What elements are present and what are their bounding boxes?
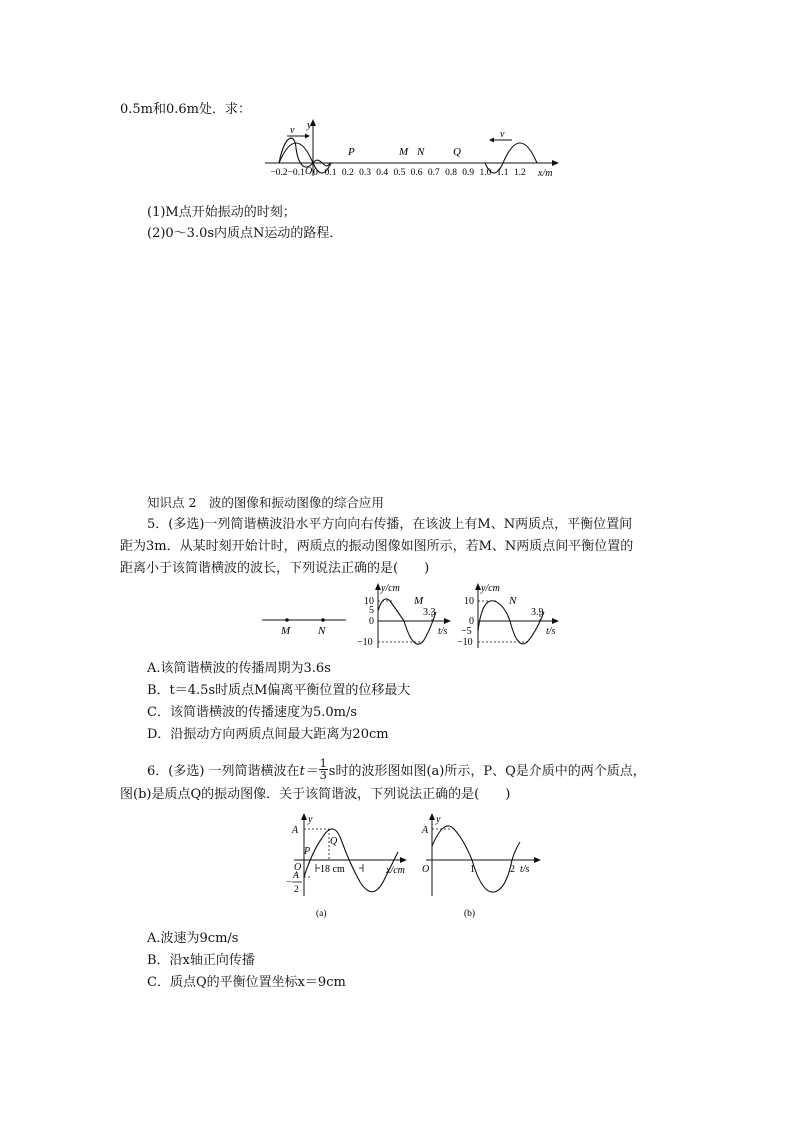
- graph-m-y-mid: 5: [369, 605, 374, 616]
- fig-a-xlabel: x/cm: [386, 865, 405, 876]
- fig1-tick-label: 0.5: [393, 168, 406, 178]
- p6-line-1b: s时的波形图如图(a)所示，P、Q是介质中的两个质点，: [328, 764, 646, 779]
- question-2: (2)0～3.0s内质点N运动的路程．: [147, 226, 343, 241]
- p6-option-c: C．质点Q的平衡位置坐标x＝9cm: [147, 975, 346, 990]
- p5-option-a: A.该简谐横波的传播周期为3.6s: [147, 661, 331, 676]
- fig1-point-m: M: [399, 146, 409, 158]
- wave-figure-1: [260, 118, 560, 180]
- fig1-tick-label: 1.2: [513, 168, 526, 178]
- p6-line-1: [147, 757, 646, 783]
- p5-line-3: 距离小于该简谐横波的波长，下列说法正确的是( ): [120, 561, 430, 576]
- fig1-point-p: P: [348, 146, 355, 158]
- fig-a-neg-den: 2: [294, 885, 299, 895]
- vibration-graph-m: [352, 582, 452, 650]
- graph-m-tlabel: t/s: [438, 626, 448, 637]
- fig-b-t2: 2: [510, 864, 515, 875]
- fig1-tick-label: 0.2: [341, 168, 354, 178]
- fig1-tick-label: 0.8: [445, 168, 457, 178]
- fig1-tick-label: 0.3: [359, 168, 371, 178]
- graph-n-tlabel: t/s: [546, 626, 556, 637]
- graph-m-y-top: 10: [364, 596, 374, 607]
- intro-line: 0.5m和0.6m处．求：: [120, 102, 252, 117]
- graph-m-y-zero: 0: [369, 616, 374, 627]
- p6-option-b: B．沿x轴正向传播: [147, 953, 255, 968]
- fig1-tick-label: 0.9: [462, 168, 475, 178]
- p6-line-1a: 6．(多选) 一列简谐横波在: [147, 764, 300, 779]
- p6-option-a: A.波速为9cm/s: [147, 931, 239, 946]
- p5-fig-n: N: [318, 625, 326, 637]
- section-title: 知识点 2 波的图像和振动图像的综合应用: [147, 495, 384, 510]
- fig1-tick-label: −0.2: [270, 168, 288, 178]
- fig1-point-q: Q: [453, 146, 461, 158]
- fig-a-O: O: [294, 862, 302, 873]
- fig1-tick-label: 0.4: [376, 168, 389, 178]
- fig-a-caption: (a): [316, 909, 327, 919]
- fig1-tick-label: −0.1: [287, 168, 305, 178]
- fig1-axis-y: y: [307, 119, 312, 131]
- graph-n-label: N: [509, 595, 517, 607]
- graph-n-ylabel: y/cm: [481, 583, 500, 594]
- fig-a-y: y: [308, 814, 313, 825]
- p6-frac-num: 1: [319, 757, 327, 770]
- fig1-point-n: N: [417, 146, 425, 158]
- fig1-velocity-left: v: [290, 125, 295, 136]
- fig1-tick-label: 1.0: [479, 168, 492, 178]
- graph-n-t-mark: 3.9: [531, 607, 544, 618]
- wave-figure-a: [282, 812, 412, 920]
- fig1-velocity-right: v: [500, 129, 505, 140]
- mn-position-figure: [262, 612, 347, 638]
- fig-b-t1: 1: [470, 864, 475, 875]
- fig-b-y: y: [436, 814, 441, 825]
- graph-n-y-bot: −10: [457, 637, 473, 648]
- fig1-tick-label: 0.1: [324, 168, 337, 178]
- fig1-origin: O: [305, 166, 313, 177]
- fig-b-tlabel: t/s: [520, 864, 530, 875]
- p6-frac-den: 3: [319, 769, 327, 782]
- p5-line-1: 5．(多选)一列简谐横波沿水平方向向右传播，在该波上有M、N两质点，平衡位置间: [147, 517, 633, 532]
- p6-fraction: [319, 758, 328, 781]
- fig-b-caption: (b): [464, 909, 476, 919]
- vibration-figure-b: [420, 812, 550, 920]
- p6-line-2: 图(b)是质点Q的振动图像．关于该简谐波，下列说法正确的是( ): [120, 787, 511, 802]
- p5-line-2: 距为3m．从某时刻开始计时，两质点的振动图像如图所示，若M、N两质点间平衡位置的: [120, 539, 634, 554]
- vibration-graph-n: [452, 582, 562, 650]
- fig-a-Q: Q: [330, 836, 338, 847]
- fig-a-A: A: [292, 825, 299, 836]
- graph-n-y-zero: 0: [469, 616, 474, 627]
- fig-a-neg-num: A: [293, 871, 299, 881]
- graph-m-ylabel: y/cm: [381, 583, 400, 594]
- svg-text:−: −: [286, 877, 292, 888]
- p5-fig-m: M: [281, 625, 291, 637]
- p6-t-symbol: t＝: [299, 764, 318, 779]
- fig-b-A: A: [422, 825, 429, 836]
- fig-a-dist: 18 cm: [320, 864, 345, 875]
- graph-n-y-mid: −5: [461, 626, 472, 637]
- fig1-tick-label: 1.1: [496, 168, 509, 178]
- p5-option-b: B．t＝4.5s时质点M偏离平衡位置的位移最大: [147, 683, 411, 698]
- fig1-tick-label: 0.6: [410, 168, 423, 178]
- p5-option-d: D．沿振动方向两质点间最大距离为20cm: [147, 727, 389, 742]
- graph-m-t-mark: 3.3: [423, 607, 436, 618]
- question-1: (1)M点开始振动的时刻；: [147, 205, 296, 220]
- fig1-tick-label: 0: [313, 168, 318, 178]
- fig1-axis-x: x/m: [538, 168, 553, 179]
- graph-n-y-top: 10: [464, 596, 474, 607]
- graph-m-y-bot: −10: [357, 637, 373, 648]
- fig-a-P: P: [304, 846, 311, 857]
- fig1-tick-label: 0.7: [427, 168, 440, 178]
- fig-b-O: O: [422, 864, 430, 875]
- p5-option-c: C．该简谐横波的传播速度为5.0m/s: [147, 705, 357, 720]
- graph-m-label: M: [414, 595, 424, 607]
